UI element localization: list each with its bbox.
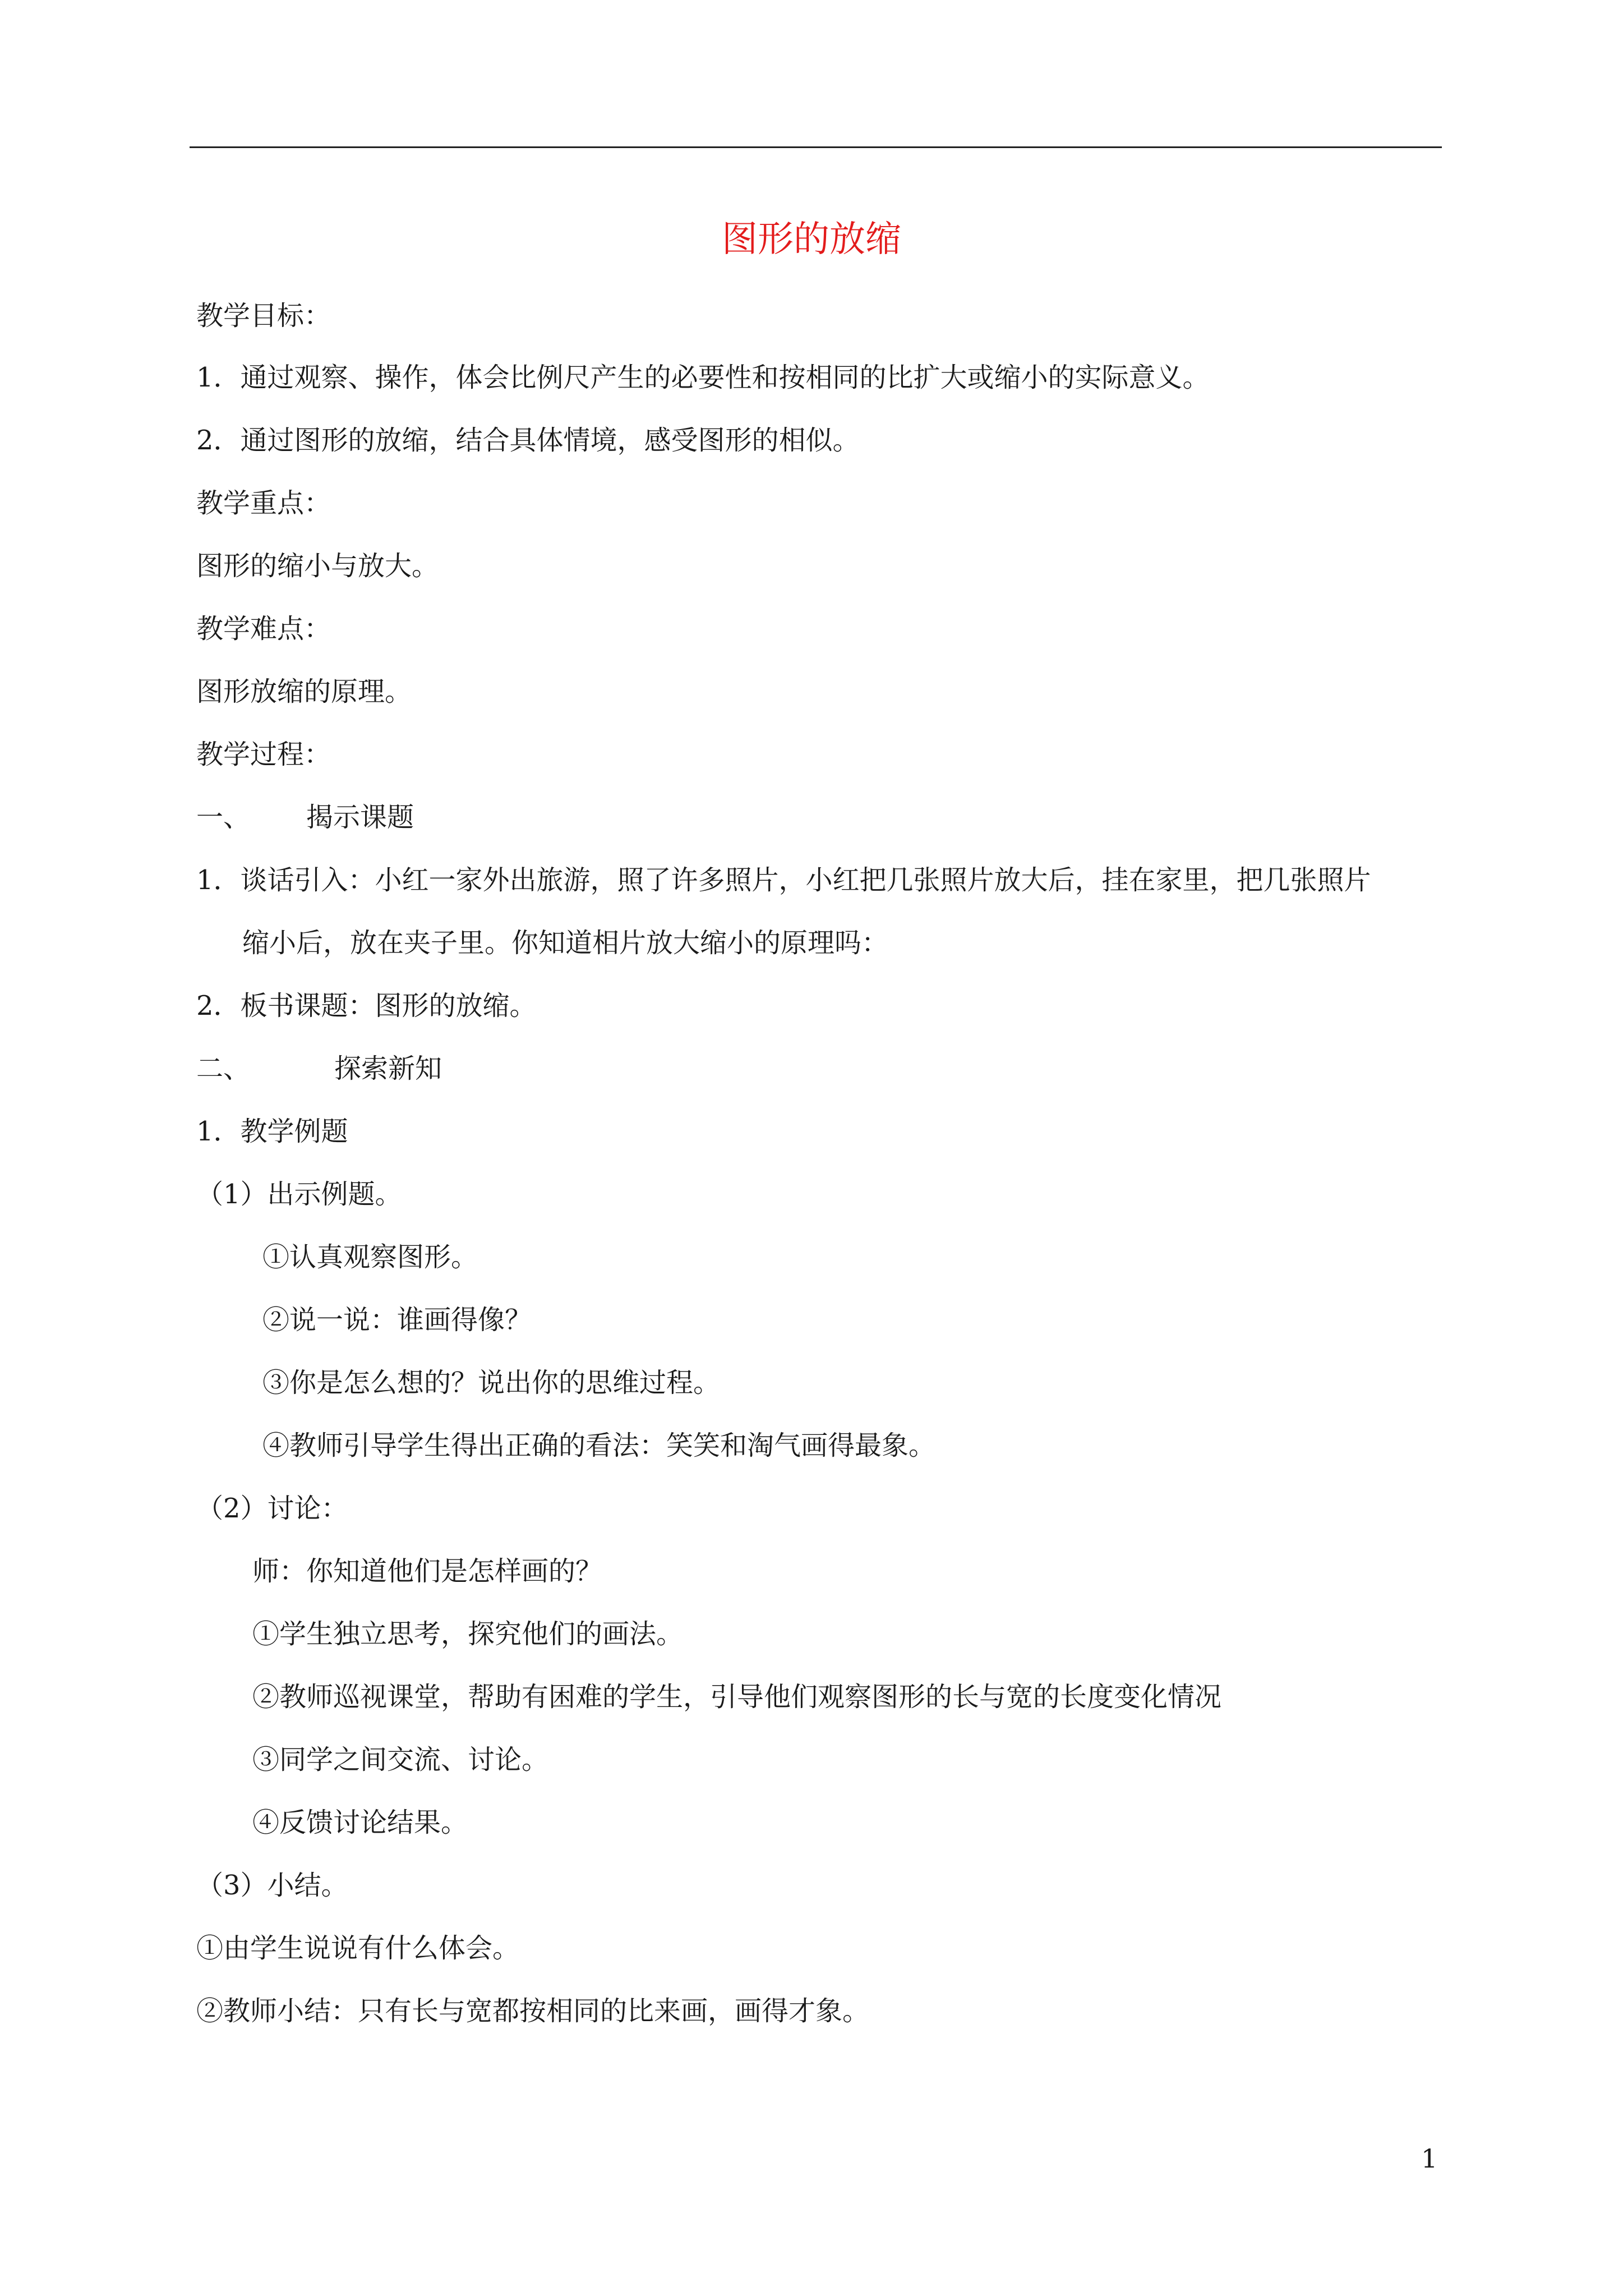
- key-point-text: 图形的缩小与放大。: [196, 550, 439, 582]
- step-1-heading: （1）出示例题。: [196, 1179, 402, 1210]
- step-2-item-1: ①学生独立思考，探究他们的画法。: [252, 1618, 684, 1650]
- page-number: 1: [1421, 2143, 1438, 2174]
- board-title-line: 2．板书课题：图形的放缩。: [196, 990, 537, 1022]
- header-rule: [190, 146, 1442, 148]
- document-title: 图形的放缩: [722, 219, 901, 260]
- step-1-item-3: ③你是怎么想的？说出你的思维过程。: [262, 1367, 721, 1398]
- step-2-item-2: ②教师巡视课堂，帮助有困难的学生，引导他们观察图形的长与宽的长度变化情况: [252, 1681, 1222, 1713]
- step-1-item-2: ②说一说：谁画得像？: [262, 1304, 532, 1336]
- summary-item-1: ①由学生说说有什么体会。: [196, 1932, 520, 1964]
- intro-paragraph-line-2: 缩小后，放在夹子里。你知道相片放大缩小的原理吗：: [242, 927, 889, 959]
- intro-paragraph-line-1: 1．谈话引入：小红一家外出旅游，照了许多照片，小红把几张照片放大后，挂在家里，把几张照片: [196, 864, 1371, 896]
- step-2-item-3: ③同学之间交流、讨论。: [252, 1744, 549, 1775]
- step-2-teacher-question: 师：你知道他们是怎样画的？: [252, 1556, 603, 1587]
- section-two-title: 探索新知: [334, 1053, 442, 1084]
- step-1-item-4: ④教师引导学生得出正确的看法：笑笑和淘气画得最象。: [262, 1430, 936, 1461]
- heading-key-point: 教学重点：: [196, 487, 331, 519]
- heading-objectives: 教学目标：: [196, 300, 331, 332]
- section-two: [196, 1049, 442, 1088]
- heading-process: 教学过程：: [196, 739, 331, 770]
- difficulty-text: 图形放缩的原理。: [196, 676, 412, 707]
- step-2-item-4: ④反馈讨论结果。: [252, 1807, 468, 1838]
- teaching-example-heading: 1．教学例题: [196, 1116, 348, 1147]
- section-one-title: 揭示课题: [306, 802, 414, 833]
- step-2-heading: （2）讨论：: [196, 1493, 348, 1524]
- heading-difficulty: 教学难点：: [196, 613, 331, 645]
- section-one: [196, 798, 414, 837]
- objective-1: 1．通过观察、操作，体会比例尺产生的必要性和按相同的比扩大或缩小的实际意义。: [196, 362, 1210, 393]
- summary-item-2: ②教师小结：只有长与宽都按相同的比来画，画得才象。: [196, 1995, 870, 2027]
- objective-2: 2．通过图形的放缩，结合具体情境，感受图形的相似。: [196, 425, 860, 456]
- step-3-heading: （3）小结。: [196, 1870, 348, 1901]
- section-two-number: 二、: [196, 1053, 251, 1084]
- section-one-number: 一、: [196, 802, 251, 833]
- step-1-item-1: ①认真观察图形。: [262, 1241, 478, 1273]
